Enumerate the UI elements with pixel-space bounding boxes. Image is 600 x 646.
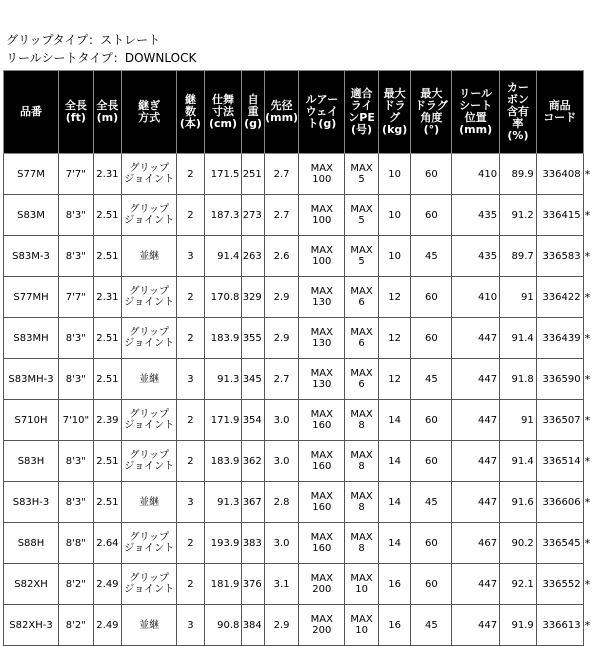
column-header: 先径 (mm) [264,71,299,154]
cell-seat: 447 [452,359,500,400]
cell-lure: MAX 130 [299,359,345,400]
cell-pieces: 2 [177,441,205,482]
cell-drag: 12 [378,277,411,318]
cell-weight: 251 [242,154,264,195]
cell-model: S83M [4,195,59,236]
cell-lure: MAX 100 [299,195,345,236]
cell-pieces: 3 [177,482,205,523]
cell-m: 2.51 [93,195,122,236]
column-header: カー ボン 含有 率 (%) [500,71,537,154]
cell-angle: 60 [411,277,452,318]
cell-mark: * [584,536,591,550]
cell-model: S83MH [4,318,59,359]
cell-model: S83H [4,441,59,482]
cell-code: 336507 [536,400,583,441]
spec-table [3,70,597,646]
cell-closed: 170.8 [204,277,242,318]
cell-drag: 12 [378,359,411,400]
cell-m: 2.31 [93,277,122,318]
cell-weight: 355 [242,318,264,359]
cell-code: 336545 [536,523,583,564]
cell-ft: 7'10" [59,400,94,441]
column-header: 商品 コード [536,71,583,154]
cell-line: MAX 5 [345,154,379,195]
cell-ft: 8'2" [59,564,94,605]
cell-model: S77MH [4,277,59,318]
cell-carbon: 91.9 [500,605,537,646]
cell-seat: 447 [452,605,500,646]
cell-seat: 435 [452,236,500,277]
column-header: 品番 [4,71,59,154]
cell-closed: 183.9 [204,441,242,482]
cell-seat: 410 [452,154,500,195]
cell-lure: MAX 160 [299,400,345,441]
cell-line: MAX 10 [345,564,379,605]
cell-weight: 362 [242,441,264,482]
cell-line: MAX 5 [345,195,379,236]
cell-pieces: 2 [177,277,205,318]
cell-angle: 60 [411,523,452,564]
cell-lure: MAX 160 [299,482,345,523]
cell-weight: 329 [242,277,264,318]
cell-mark: * [584,577,591,591]
cell-seat: 447 [452,400,500,441]
cell-pieces: 2 [177,564,205,605]
cell-code: 336613 [536,605,583,646]
cell-pieces: 2 [177,195,205,236]
cell-ft: 8'3" [59,236,94,277]
cell-weight: 383 [242,523,264,564]
cell-angle: 60 [411,195,452,236]
cell-drag: 14 [378,482,411,523]
cell-tip: 3.0 [264,400,299,441]
column-header: 継 数 (本) [177,71,205,154]
cell-line: MAX 8 [345,441,379,482]
cell-code: 336606 [536,482,583,523]
cell-tip: 2.9 [264,605,299,646]
cell-line: MAX 8 [345,482,379,523]
cell-drag: 10 [378,154,411,195]
cell-method: グリップ ジョイント [122,441,177,482]
cell-code: 336422 [536,277,583,318]
cell-model: S710H [4,400,59,441]
cell-ft: 7'7" [59,154,94,195]
cell-seat: 435 [452,195,500,236]
cell-lure: MAX 160 [299,523,345,564]
cell-method: グリップ ジョイント [122,318,177,359]
cell-code: 336415 [536,195,583,236]
cell-weight: 384 [242,605,264,646]
cell-model: S82XH-3 [4,605,59,646]
cell-drag: 14 [378,441,411,482]
cell-carbon: 92.1 [500,564,537,605]
cell-lure: MAX 130 [299,277,345,318]
cell-carbon: 89.7 [500,236,537,277]
cell-ft: 8'3" [59,318,94,359]
cell-mark: * [584,495,591,509]
cell-m: 2.49 [93,564,122,605]
cell-method: グリップ ジョイント [122,154,177,195]
cell-method: グリップ ジョイント [122,277,177,318]
cell-weight: 273 [242,195,264,236]
cell-ft: 8'8" [59,523,94,564]
cell-seat: 447 [452,482,500,523]
cell-model: S88H [4,523,59,564]
table-row [4,482,597,523]
cell-method: グリップ ジョイント [122,523,177,564]
cell-m: 2.51 [93,236,122,277]
cell-pieces: 3 [177,236,205,277]
cell-code: 336590 [536,359,583,400]
reel-seat-type-label: リールシートタイプ：DOWNLOCK [6,51,197,65]
cell-method: 並継 [122,482,177,523]
cell-model: S77M [4,154,59,195]
column-header: 仕舞 寸法 (cm) [204,71,242,154]
column-header: 適合 ライ ンPE (号) [345,71,379,154]
cell-m: 2.51 [93,441,122,482]
cell-method: 並継 [122,236,177,277]
cell-line: MAX 5 [345,236,379,277]
cell-weight: 263 [242,236,264,277]
cell-angle: 45 [411,359,452,400]
cell-line: MAX 6 [345,359,379,400]
cell-carbon: 89.9 [500,154,537,195]
cell-m: 2.31 [93,154,122,195]
cell-seat: 447 [452,318,500,359]
cell-lure: MAX 130 [299,318,345,359]
cell-closed: 171.9 [204,400,242,441]
cell-tip: 2.7 [264,154,299,195]
cell-line: MAX 8 [345,400,379,441]
cell-seat: 447 [452,564,500,605]
column-header: 最大 ドラ グ (kg) [378,71,411,154]
cell-angle: 60 [411,154,452,195]
cell-pieces: 2 [177,400,205,441]
cell-tip: 2.8 [264,482,299,523]
cell-method: 並継 [122,605,177,646]
cell-closed: 187.3 [204,195,242,236]
cell-carbon: 90.2 [500,523,537,564]
cell-m: 2.51 [93,318,122,359]
column-header: 自 重 (g) [242,71,264,154]
column-header: 全長 (ft) [59,71,94,154]
cell-code: 336583 [536,236,583,277]
table-body [4,154,597,646]
cell-model: S83MH-3 [4,359,59,400]
cell-weight: 367 [242,482,264,523]
cell-mark: * [584,167,591,181]
cell-code: 336552 [536,564,583,605]
cell-mark: * [584,372,591,386]
cell-tip: 2.6 [264,236,299,277]
table-row [4,605,597,646]
table-row [4,441,597,482]
cell-pieces: 3 [177,605,205,646]
cell-weight: 354 [242,400,264,441]
table-row [4,400,597,441]
column-header: リール シート 位置 (mm) [452,71,500,154]
cell-pieces: 2 [177,523,205,564]
cell-lure: MAX 100 [299,236,345,277]
cell-ft: 8'3" [59,359,94,400]
cell-seat: 410 [452,277,500,318]
cell-carbon: 91 [500,400,537,441]
cell-closed: 171.5 [204,154,242,195]
cell-carbon: 91.4 [500,318,537,359]
cell-angle: 60 [411,564,452,605]
column-header: 全長 (m) [93,71,122,154]
cell-tip: 3.0 [264,441,299,482]
cell-m: 2.51 [93,359,122,400]
cell-seat: 447 [452,441,500,482]
cell-mark: * [584,290,591,304]
cell-line: MAX 6 [345,318,379,359]
cell-mark: * [584,249,591,263]
cell-angle: 45 [411,605,452,646]
cell-tip: 3.1 [264,564,299,605]
cell-tip: 2.9 [264,277,299,318]
cell-carbon: 91.4 [500,441,537,482]
cell-method: 並継 [122,359,177,400]
table-row [4,195,597,236]
cell-lure: MAX 200 [299,605,345,646]
cell-method: グリップ ジョイント [122,195,177,236]
cell-model: S83M-3 [4,236,59,277]
cell-drag: 14 [378,400,411,441]
cell-closed: 91.3 [204,482,242,523]
table-row [4,277,597,318]
cell-weight: 345 [242,359,264,400]
cell-method: グリップ ジョイント [122,400,177,441]
cell-closed: 90.8 [204,605,242,646]
cell-tip: 2.7 [264,195,299,236]
grip-type-label: グリップタイプ：ストレート [6,33,161,47]
cell-drag: 10 [378,195,411,236]
cell-carbon: 91.8 [500,359,537,400]
cell-model: S83H-3 [4,482,59,523]
cell-m: 2.64 [93,523,122,564]
table-row [4,318,597,359]
table-row [4,523,597,564]
cell-code: 336439 [536,318,583,359]
column-header-mark [583,71,596,154]
column-header: 最大 ドラグ 角度 (°) [411,71,452,154]
cell-angle: 60 [411,441,452,482]
cell-drag: 16 [378,605,411,646]
cell-pieces: 2 [177,318,205,359]
cell-lure: MAX 200 [299,564,345,605]
cell-code: 336514 [536,441,583,482]
cell-angle: 60 [411,318,452,359]
cell-lure: MAX 160 [299,441,345,482]
cell-weight: 376 [242,564,264,605]
cell-mark: * [584,413,591,427]
cell-carbon: 91.6 [500,482,537,523]
cell-m: 2.49 [93,605,122,646]
cell-closed: 91.3 [204,359,242,400]
cell-carbon: 91.2 [500,195,537,236]
table-row [4,154,597,195]
cell-closed: 183.9 [204,318,242,359]
cell-closed: 193.9 [204,523,242,564]
cell-mark: * [584,454,591,468]
column-header: ルアー ウェイ ト(g) [299,71,345,154]
cell-drag: 14 [378,523,411,564]
cell-carbon: 91 [500,277,537,318]
cell-line: MAX 6 [345,277,379,318]
cell-tip: 3.0 [264,523,299,564]
cell-tip: 2.9 [264,318,299,359]
cell-drag: 10 [378,236,411,277]
cell-line: MAX 8 [345,523,379,564]
cell-m: 2.39 [93,400,122,441]
cell-mark: * [584,331,591,345]
cell-pieces: 3 [177,359,205,400]
cell-seat: 467 [452,523,500,564]
cell-mark: * [584,208,591,222]
cell-m: 2.51 [93,482,122,523]
header-row [4,71,597,154]
cell-angle: 60 [411,400,452,441]
cell-ft: 8'2" [59,605,94,646]
cell-closed: 91.4 [204,236,242,277]
table-row [4,359,597,400]
cell-angle: 45 [411,236,452,277]
cell-ft: 8'3" [59,195,94,236]
cell-mark: * [584,618,591,632]
cell-line: MAX 10 [345,605,379,646]
cell-method: グリップ ジョイント [122,564,177,605]
column-header: 継ぎ 方式 [122,71,177,154]
cell-ft: 8'3" [59,482,94,523]
cell-pieces: 2 [177,154,205,195]
cell-ft: 7'7" [59,277,94,318]
cell-ft: 8'3" [59,441,94,482]
cell-lure: MAX 100 [299,154,345,195]
cell-drag: 16 [378,564,411,605]
cell-model: S82XH [4,564,59,605]
table-row [4,564,597,605]
table-row [4,236,597,277]
cell-tip: 2.7 [264,359,299,400]
cell-drag: 12 [378,318,411,359]
cell-angle: 45 [411,482,452,523]
cell-code: 336408 [536,154,583,195]
cell-closed: 181.9 [204,564,242,605]
